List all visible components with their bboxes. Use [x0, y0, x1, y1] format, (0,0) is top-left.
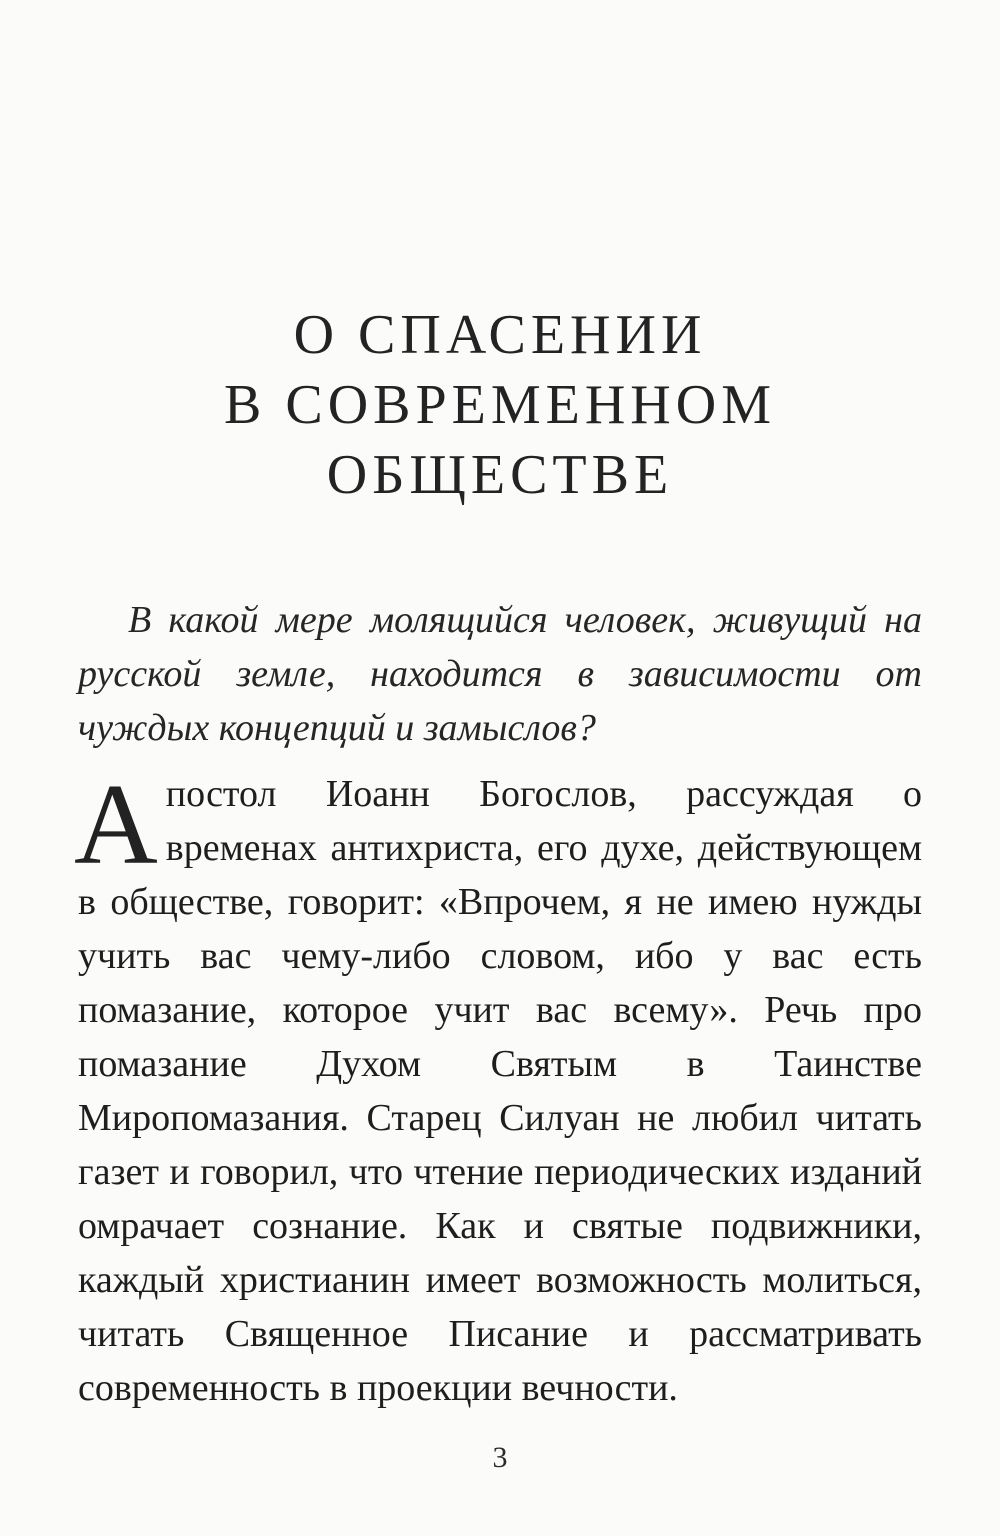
answer-text: постол Иоанн Богослов, рассуждая о временах антихриста, его духе, действующем в обществе, говорит: «Впрочем, я не имею нужды учить вас чему-либо словом, ибо у вас есть помазание, которое учит вас всему». Речь про помазание Духом Святым в Таинстве Миропомазания. Старец Силуан не любил читать газет и говорил, что чтение периодических изданий омрачает сознание. Как и святые подвижники, каждый христианин имеет возможность молиться, читать Священное Писание и рассматривать современность в проекции вечности.: [78, 773, 922, 1409]
chapter-title: [0, 300, 1000, 510]
page-number: 3: [492, 1441, 508, 1474]
answer-paragraph: [74, 761, 922, 1415]
chapter-title-line-1: О СПАСЕНИИ: [293, 304, 707, 366]
chapter-title-line-3: ОБЩЕСТВЕ: [326, 444, 674, 506]
chapter-title-line-2: В СОВРЕМЕННОМ: [224, 374, 776, 436]
question-paragraph: В какой мере молящийся человек, живущий на русской земле, находится в зависимости от чуждых концепций и замыслов?: [78, 599, 922, 749]
drop-cap: А: [74, 761, 158, 889]
